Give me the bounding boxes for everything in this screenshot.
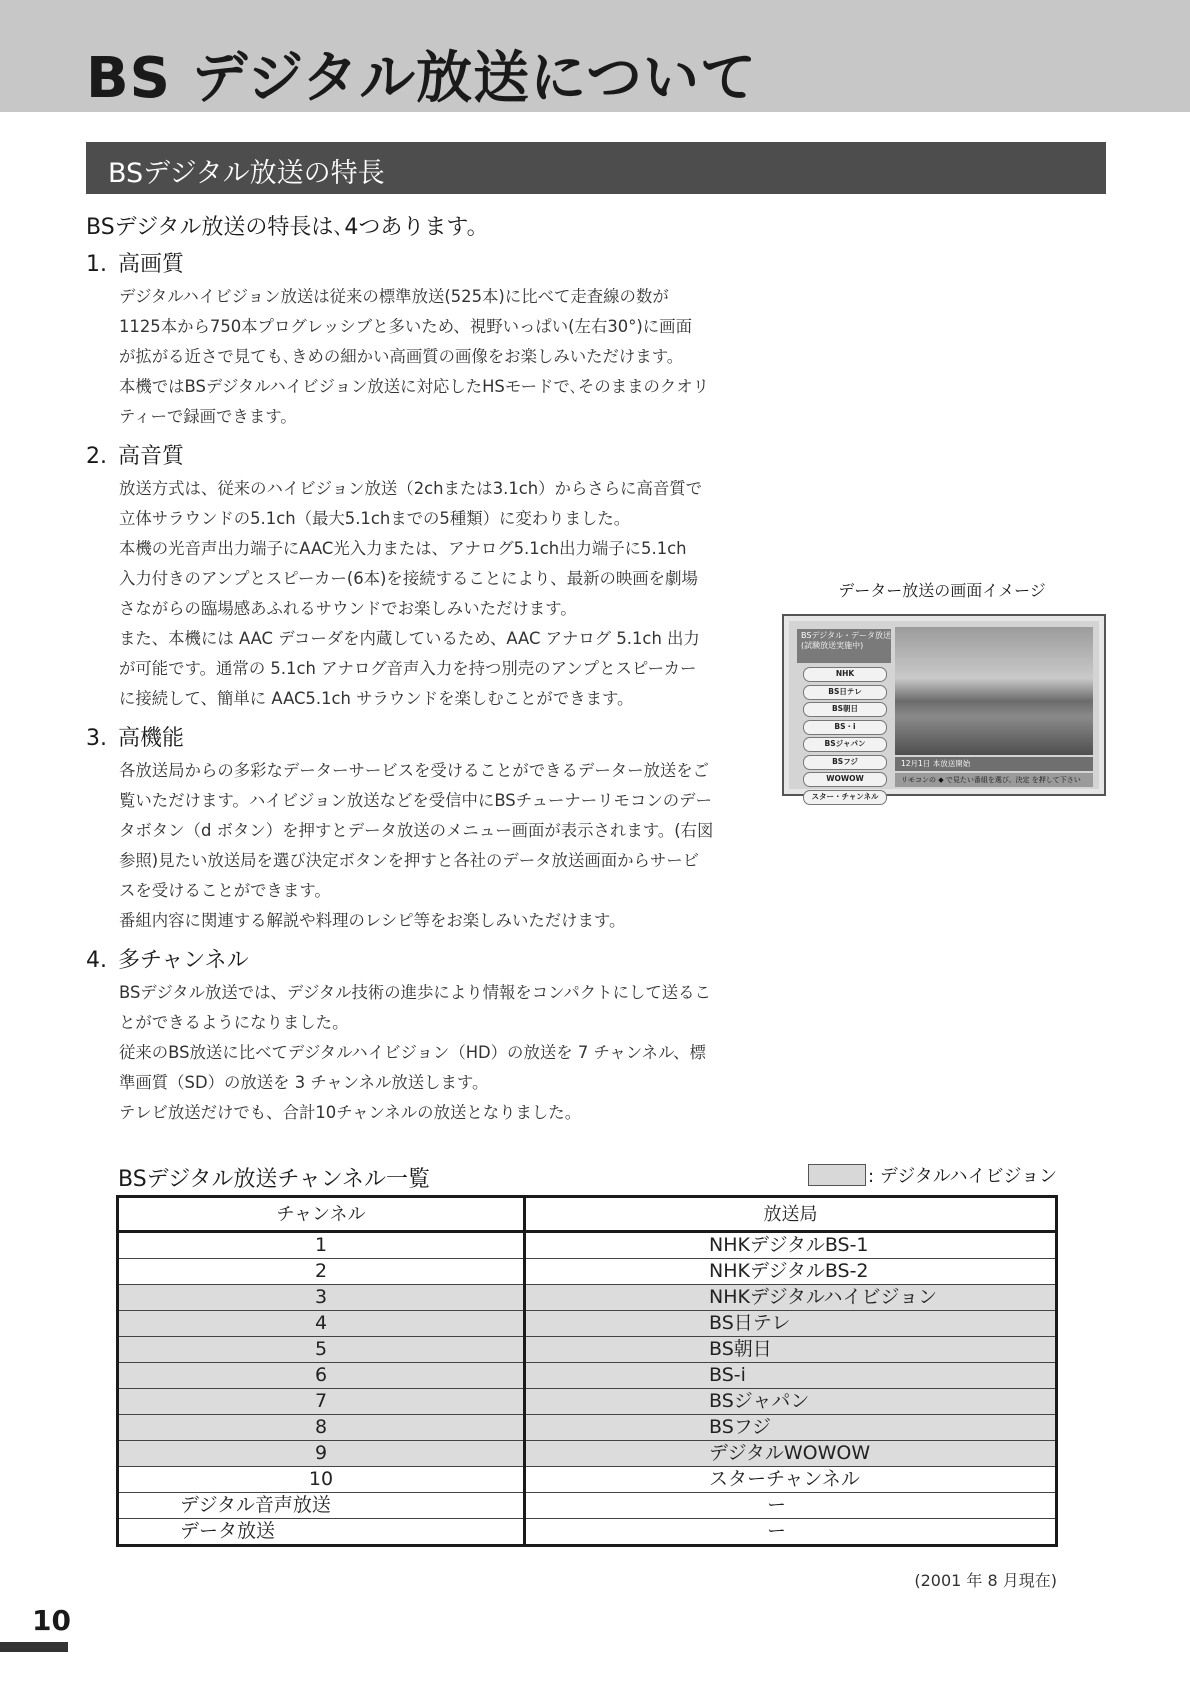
screen-menu-item: BS日テレ: [803, 685, 887, 700]
feature-body: [119, 978, 786, 1128]
feature-line: 放送方式は、従来のハイビジョン放送（2chまたは3.1ch）からさらに高音質で: [119, 479, 703, 498]
station-cell: NHKデジタルBS-2: [525, 1259, 1057, 1285]
station-cell: BS日テレ: [525, 1311, 1057, 1337]
table-row-hd: [118, 1415, 1057, 1441]
feature-line: さながらの臨場感あふれるサウンドでお楽しみいただけます。: [119, 599, 577, 618]
feature-line: が拡がる近さで見ても､きめの細かい高画質の画像をお楽しみいただけます。: [119, 347, 684, 366]
feature-line: 覧いただけます。ハイビジョン放送などを受信中にBSチューナーリモコンのデー: [119, 791, 712, 810]
screen-title-box: [797, 629, 891, 663]
feature-picture-quality: [86, 248, 786, 432]
screen-inner: [789, 621, 1099, 801]
date-note: (2001 年 8 月現在): [914, 1571, 1057, 1590]
station-cell: BS朝日: [525, 1337, 1057, 1363]
feature-line: が可能です。通常の 5.1ch アナログ音声入力を持つ別売のアンプとスピーカー: [119, 659, 697, 678]
feature-number: 3.: [86, 726, 107, 751]
feature-multichannel: [86, 944, 786, 1128]
channel-table-title: BSデジタル放送チャンネル一覧: [118, 1167, 431, 1192]
section-title: BSデジタル放送の特長: [108, 158, 385, 189]
feature-line: ティーで録画できます。: [119, 407, 297, 426]
feature-title: 多チャンネル: [118, 948, 249, 973]
feature-line: BSデジタル放送では、デジタル技術の進歩により情報をコンパクトにして送るこ: [119, 983, 711, 1002]
station-cell: NHKデジタルハイビジョン: [525, 1285, 1057, 1311]
screen-subtitle: (試験放送実施中): [801, 641, 864, 650]
page-number-bar: [0, 1642, 68, 1652]
feature-number: 2.: [86, 444, 107, 469]
table-header-row: [118, 1197, 1057, 1232]
table-row-hd: [118, 1311, 1057, 1337]
screen-menu-item: スター・チャンネル: [803, 790, 887, 805]
station-cell: ー: [525, 1493, 1057, 1519]
channel-cell: 4: [118, 1311, 525, 1337]
station-cell: BS-i: [525, 1363, 1057, 1389]
feature-title: 高音質: [118, 444, 185, 469]
channel-cell: 9: [118, 1441, 525, 1467]
screen-menu-item: BS朝日: [803, 702, 887, 717]
feature-line: 本機の光音声出力端子にAAC光入力または、アナログ5.1ch出力端子に5.1ch: [119, 539, 687, 558]
table-row-hd: [118, 1363, 1057, 1389]
legend-swatch: [808, 1164, 866, 1186]
feature-body: [119, 282, 786, 432]
feature-heading: [86, 248, 786, 282]
screen-menu-item: BS・i: [803, 720, 887, 735]
feature-line: 入力付きのアンプとスピーカー(6本)を接続することにより、最新の映画を劇場: [119, 569, 698, 588]
feature-line: 参照)見たい放送局を選び決定ボタンを押すと各社のデータ放送画面からサービ: [119, 851, 700, 870]
table-row: [118, 1493, 1057, 1519]
feature-line: とができるようになりました。: [119, 1013, 349, 1032]
screen-menu-item: WOWOW: [803, 772, 887, 787]
feature-line: 本機ではBSデジタルハイビジョン放送に対応したHSモードで､そのままのクオリ: [119, 377, 710, 396]
feature-number: 4.: [86, 948, 107, 973]
feature-line: テレビ放送だけでも、合計10チャンネルの放送となりました。: [119, 1103, 582, 1122]
channel-cell: 5: [118, 1337, 525, 1363]
landscape-photo: [895, 627, 1093, 755]
feature-line: 番組内容に関連する解説や料理のレシピ等をお楽しみいただけます。: [119, 911, 626, 930]
section-bar: [86, 142, 1106, 194]
channel-cell: 8: [118, 1415, 525, 1441]
intro-text: BSデジタル放送の特長は､4つあります。: [86, 215, 489, 240]
feature-line: 準画質（SD）の放送を 3 チャンネル放送します。: [119, 1073, 489, 1092]
screen-menu-item: NHK: [803, 667, 887, 682]
table-row: [118, 1467, 1057, 1493]
channel-cell: 1: [118, 1232, 525, 1259]
screen-menu-item: BSフジ: [803, 755, 887, 770]
feature-title: 高画質: [118, 252, 185, 277]
header-channel: チャンネル: [118, 1197, 525, 1232]
screen-title: BSデジタル・データ放送: [801, 631, 891, 640]
station-cell: ー: [525, 1519, 1057, 1546]
channel-cell: 10: [118, 1467, 525, 1493]
legend-label: : デジタルハイビジョン: [868, 1166, 1058, 1187]
feature-heading: [86, 440, 786, 474]
table-row-hd: [118, 1441, 1057, 1467]
feature-line: に接続して、簡単に AAC5.1ch サラウンドを楽しむことができます。: [119, 689, 634, 708]
feature-line: 各放送局からの多彩なデーターサービスを受けることができるデーター放送をご: [119, 761, 710, 780]
table-row-hd: [118, 1337, 1057, 1363]
feature-line: タボタン（d ボタン）を押すとデータ放送のメニュー画面が表示されます。(右図: [119, 821, 714, 840]
station-cell: デジタルWOWOW: [525, 1441, 1057, 1467]
page-number: 10: [32, 1604, 71, 1637]
station-cell: スターチャンネル: [525, 1467, 1057, 1493]
page-title: BS デジタル放送について: [86, 46, 758, 111]
feature-line: 1125本から750本プログレッシブと多いため、視野いっぱい(左右30°)に画面: [119, 317, 692, 336]
screen-date-bar: 12月1日 本放送開始: [895, 757, 1093, 771]
channel-table: [116, 1195, 1058, 1547]
feature-body: [119, 756, 786, 936]
feature-title: 高機能: [118, 726, 185, 751]
channel-cell: データ放送: [118, 1519, 525, 1546]
feature-sound-quality: [86, 440, 786, 714]
table-row: [118, 1259, 1057, 1285]
feature-line: デジタルハイビジョン放送は従来の標準放送(525本)に比べて走査線の数が: [119, 287, 669, 306]
feature-functionality: [86, 722, 786, 936]
channel-cell: デジタル音声放送: [118, 1493, 525, 1519]
table-row-hd: [118, 1285, 1057, 1311]
channel-cell: 3: [118, 1285, 525, 1311]
feature-line: また、本機には AAC デコーダを内蔵しているため、AAC アナログ 5.1ch 出力: [119, 629, 700, 648]
table-row: [118, 1232, 1057, 1259]
feature-body: [119, 474, 786, 714]
screen-hint-bar: リモコンの ◆ で見たい番組を選び、決定 を押して下さい: [895, 773, 1093, 787]
table-row-hd: [118, 1389, 1057, 1415]
feature-heading: [86, 944, 786, 978]
channel-cell: 2: [118, 1259, 525, 1285]
feature-line: 従来のBS放送に比べてデジタルハイビジョン（HD）の放送を 7 チャンネル、標: [119, 1043, 706, 1062]
station-cell: NHKデジタルBS-1: [525, 1232, 1057, 1259]
channel-cell: 6: [118, 1363, 525, 1389]
screen-menu-item: BSジャパン: [803, 737, 887, 752]
legend: [808, 1162, 1057, 1188]
feature-line: スを受けることができます。: [119, 881, 331, 900]
feature-line: 立体サラウンドの5.1ch（最大5.1chまでの5種類）に変わりました。: [119, 509, 631, 528]
station-cell: BSフジ: [525, 1415, 1057, 1441]
screen-menu: [803, 667, 887, 807]
figure-caption: データー放送の画面イメージ: [838, 581, 1046, 600]
feature-number: 1.: [86, 252, 107, 277]
station-cell: BSジャパン: [525, 1389, 1057, 1415]
channel-cell: 7: [118, 1389, 525, 1415]
feature-heading: [86, 722, 786, 756]
data-broadcast-screen-image: [782, 614, 1106, 801]
header-station: 放送局: [525, 1197, 1057, 1232]
table-row: [118, 1519, 1057, 1546]
